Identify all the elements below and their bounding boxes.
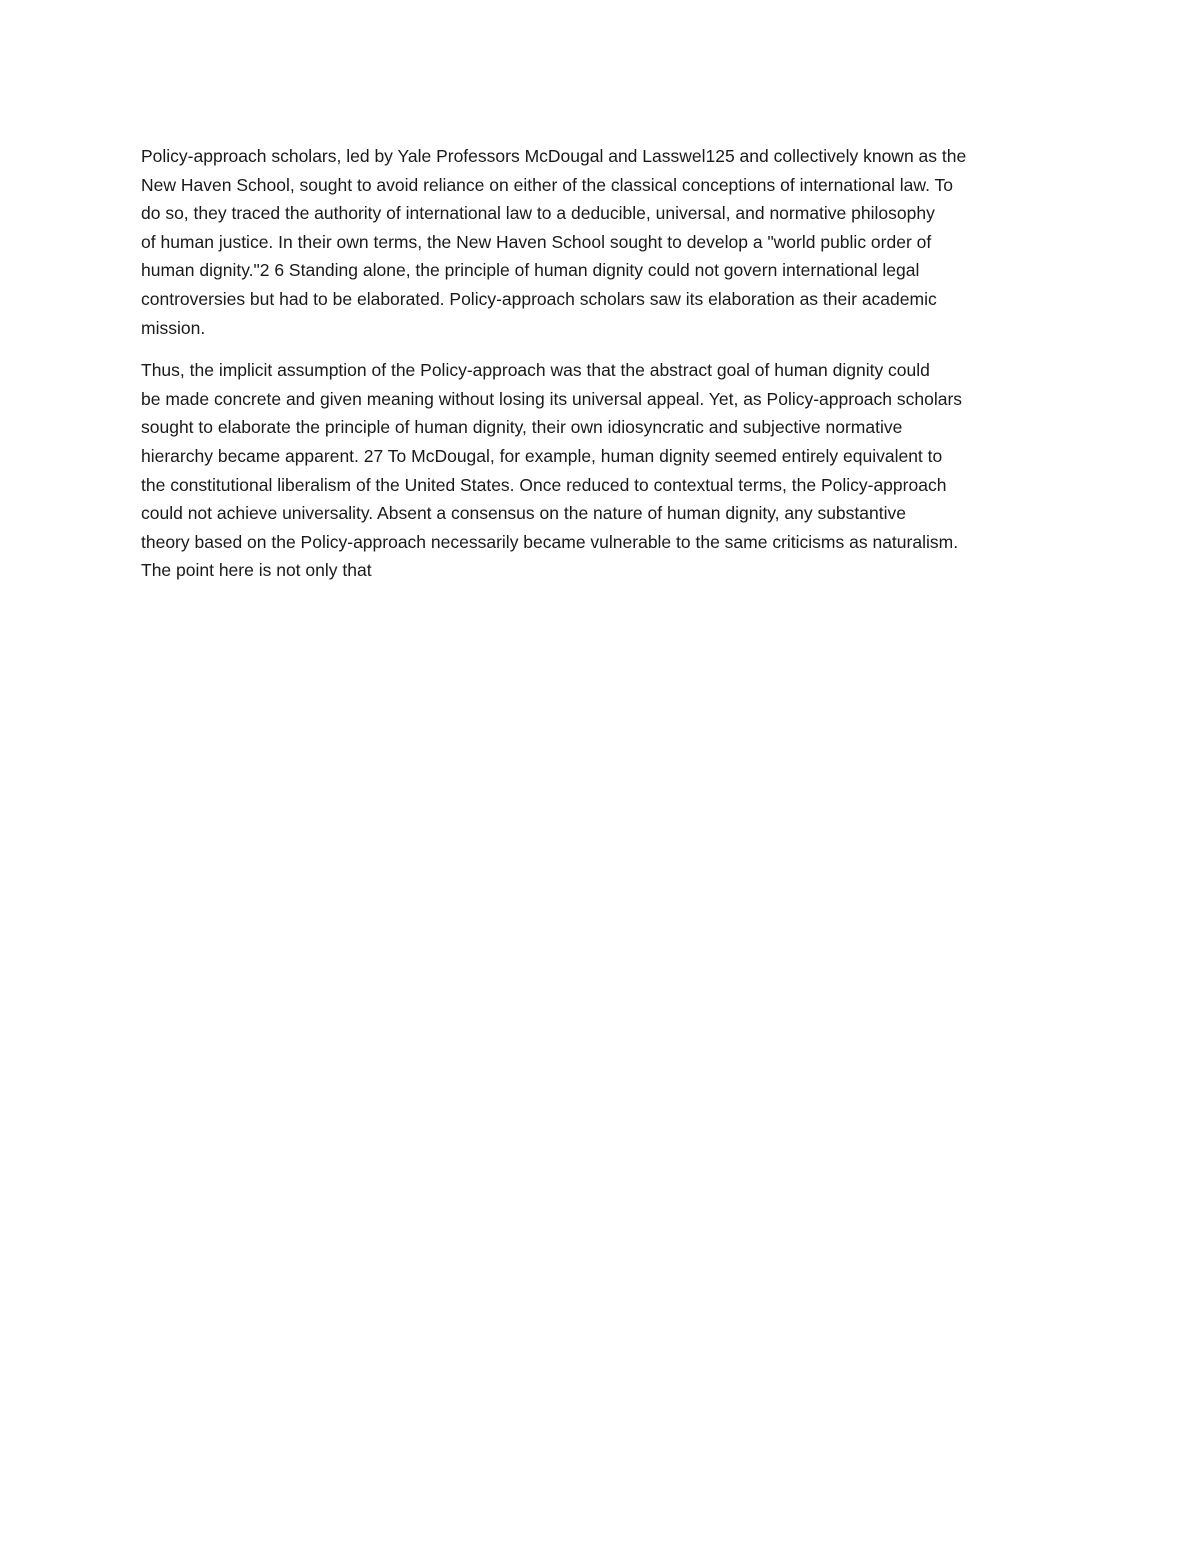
paragraph-new-haven-school: Policy-approach scholars, led by Yale Professors McDougal and Lasswel125 and collectively known as the New Haven School, sought to avoid reliance on either of the classical conceptions of international law. To do so, they traced the authority of international law to a deducible, universal, and normative philosophy of human justice. In their own terms, the New Haven School sought to develop a "world public order of human dignity."2 6 Standing alone, the principle of human dignity could not govern international legal controversies but had to be elaborated. Policy-approach scholars saw its elaboration as their academic mission. (141, 146, 967, 338)
paragraph-policy-approach-assumption: Thus, the implicit assumption of the Policy-approach was that the abstract goal of human dignity could be made concrete and given meaning without losing its universal appeal. Yet, as Policy-approach scholars sought to elaborate the principle of human dignity, their own idiosyncratic and subjective normative hierarchy became apparent. 27 To McDougal, for example, human dignity seemed entirely equivalent to the constitutional liberalism of the United States. Once reduced to contextual terms, the Policy-approach could not achieve universality. Absent a consensus on the nature of human dignity, any substantive theory based on the Policy-approach necessarily became vulnerable to the same criticisms as naturalism. The point here is not only that (141, 360, 963, 581)
document-body (141, 142, 1061, 599)
